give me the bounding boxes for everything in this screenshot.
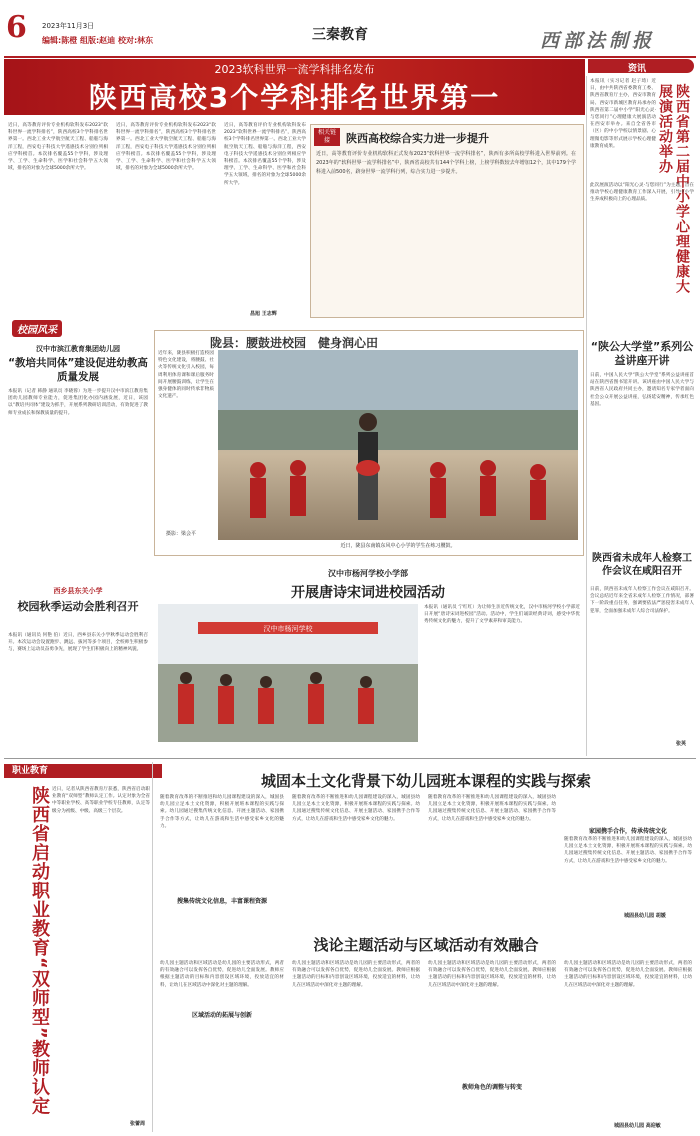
county-body: 本报讯（通讯员 何艳 伯）近日，西乡县东关小学秋季运动会胜利召开。本次运动会设置跑步、跳远、拔河等多个项目，全校师生积极参与，赛场上运动员奋勇争先，展现了学生们积极向上的精神风貌。 (8, 633, 148, 653)
feature-body: 本报讯（记者 韩静 通讯员 李晓蓉）为进一步提升汉中市滨江教育集团幼儿园教师专业能力，促进集团化办园内涵发展，近日，该园以“教培共同体”建设为抓手，开展系列教研培训活动，有效促进了教师专业成长和保教质量的提升。 (8, 389, 148, 416)
lead-title: 陕西高校3个学科排名世界第一 (88, 81, 501, 114)
lead-kicker: 2023软科世界一流学科排名发布 (214, 63, 375, 76)
lead-body-col1: 近日，高等教育评价专业机构软科发布2023“软科世界一流学科排名”，陕西高校3个学科排名世界第一。西北工业大学航空航天工程、船舶与海洋工程，西安电子科技大学遥感技术分别位列相应学科榜首。本次排名覆盖55个学科，涉及理学、工学、生命科学、医学和社会科学五大领域，排名的对象为全球5000余所大学。 (8, 123, 108, 172)
yaogu-photo-art (218, 350, 578, 540)
photo-story-sidetext: 近年来，陇县积极打造校园特色文化建设，将腰鼓、社火等传统文化引入校园，每周利用体育课和课后服务时间开展腰鼓训练，让学生在强身健体的同时传承非物质文化遗产。 (158, 351, 214, 400)
zones-body-col1: 幼儿园主题活动和区域活动是幼儿园的主要活动形式，两者的有效融合可以发挥各自优势，促进幼儿全面发展。教师应根据主题活动的目标和内容创设区域环境，投放适宜的材料，让幼儿在区域活动中深化对主题的理解。 (160, 961, 284, 988)
right-author: 张英 (676, 741, 687, 747)
lecture-body: 日前，中国人民大学“陕公大学堂”系列公益讲座首站在陕西省图书馆开讲。该讲座由中国人民大学与陕西省人民政府共同主办，邀请知名专家学者面向社会公众开展公益讲座，弘扬延安精神，传承红色基因。 (590, 373, 694, 407)
culture-body-col1: 随着教育改革的不断推进和幼儿园课程建设的深入，城固县幼儿园立足本土文化资源，积极开展班本课程的实践与探索。幼儿园通过搜集传统文化信息、开展主题活动、家园携手合作等方式，让幼儿在游戏和生活中感受家乡文化的魅力。 (160, 795, 284, 829)
info-p1: 本报讯（实习记者 赵子琦）近日，由中共陕西省委教育工委、陕西省教育厅主办，西安市教育局、西安市新城区教育局承办的陕西省第二届中小学“阳光心灵·与您同行”心理健康大展演活动在西安市举办。来自全省各市（区）的中小学校以情景剧、心理微电影等形式展示学校心理健康教育成果。 (590, 79, 656, 149)
photo-story-title: 陇县：腰鼓进校园 健身润心田 (210, 336, 379, 350)
school-story-title: 开展唐诗宋词进校园活动 (291, 585, 445, 601)
photo-story-photographer: 摄影：梁会平 (166, 531, 197, 537)
vocational-body: 近日，记者从陕西省教育厅获悉，陕西省启动职业教育“双师型”教师认定工作。认定对象为全省中等职业学校、高等职业学校专任教师，认定等级分为初级、中级、高级三个层次。 (52, 787, 150, 814)
vocational-tag: 职业教育 (4, 764, 162, 778)
related-tag: 相关链接 (314, 128, 340, 146)
lead-author: 昌旭 王志辉 (250, 311, 277, 317)
drummers (250, 460, 546, 520)
culture-title: 城固本土文化背景下幼儿园班本课程的实践与探索 (260, 772, 591, 790)
info-p2: 此次展演活动以“阳光心灵·与您同行”为主题，旨在推动学校心理健康教育工作深入开展，引导中小学生养成积极向上的心理品质。 (590, 183, 694, 203)
culture-body-col4: 随着教育改革的不断推进和幼儿园课程建设的深入，城固县幼儿园立足本土文化资源，积极开展班本课程的实践与探索。幼儿园通过搜集传统文化信息、开展主题活动、家园携手合作等方式，让幼儿在游戏和生活中感受家乡文化的魅力。 (564, 837, 692, 864)
zones-body-col3: 幼儿园主题活动和区域活动是幼儿园的主要活动形式，两者的有效融合可以发挥各自优势，促进幼儿全面发展。教师应根据主题活动的目标和内容创设区域环境，投放适宜的材料，让幼儿在区域活动中深化对主题的理解。 (428, 961, 556, 988)
school-story-school: 汉中市杨河学校小学部 (328, 569, 408, 578)
divider-mid (4, 758, 696, 759)
info-vertical-title: 陕西省第二届中小学心理健康大展演活动举办 (657, 84, 690, 294)
zones-sub2: 教师角色的调整与转变 (461, 1084, 522, 1091)
banner-text: 汉中市杨河学校 (263, 625, 313, 633)
info-banner-label: 资讯 (628, 64, 647, 74)
page-number: 6 (6, 10, 27, 45)
culture-body-col2: 随着教育改革的不断推进和幼儿园课程建设的深入，城固县幼儿园立足本土文化资源，积极开展班本课程的实践与探索。幼儿园通过搜集传统文化信息、开展主题活动、家园携手合作等方式，让幼儿在游戏和生活中感受家乡文化的魅力。 (292, 795, 420, 822)
feature-title: “教培共同体”建设促进幼教高质量发展 (8, 357, 148, 383)
related-body: 近日，高等教育评价专业机构软科正式发布2023“软科世界一流学科排名”，陕西有多所高校学科进入世界前列。在2023年的“软科世界一流学科排名”中，陕西省高校共有144个学科上榜，上榜学科数较去年增加12个，其中179个学科进入前500名，跻身世界一流学科行列，综合实力进一步提升。 (316, 151, 576, 175)
divider-right (586, 76, 587, 756)
culture-sub2: 家园携手合作，传承传统文化 (588, 828, 667, 835)
feature-school: 汉中市滨江教育集团幼儿园 (36, 345, 120, 353)
photo-caption: 近日，陇县东南镇东风中心小学的学生在练习腰鼓。 (340, 543, 456, 549)
editors-line: 编辑:陈橙 组版:赵迪 校对:林东 (42, 36, 154, 45)
header-rule (4, 56, 696, 58)
prosecution-body: 日前，陕西省未成年人检察工作会议在咸阳召开。会议总结近年来全省未成年人检察工作情况，部署下一阶段重点任务，强调要依法严惩侵害未成年人犯罪，全面加强未成年人综合司法保护。 (590, 587, 694, 614)
related-title: 陕西高校综合实力进一步提升 (346, 132, 489, 145)
culture-author: 城固县幼儿园 胡媛 (624, 913, 666, 919)
zones-author: 城固县幼儿园 高迎敏 (614, 1123, 661, 1129)
culture-sub1: 搜集传统文化信息，丰富课程资源 (176, 898, 267, 905)
lecture-title: “陕公大学堂”系列公益讲座开讲 (590, 340, 694, 367)
vocational-title: 陕西省启动职业教育“双师型”教师认定 (29, 786, 50, 1116)
lead-body-col2: 近日，高等教育评价专业机构软科发布2023“软科世界一流学科排名”，陕西高校3个学科排名世界第一。西北工业大学航空航天工程、船舶与海洋工程，西安电子科技大学遥感技术分别位列相应学科榜首。本次排名覆盖55个学科，涉及理学、工学、生命科学、医学和社会科学五大领域，排名的对象为全球5000余所大学。 (116, 123, 216, 172)
county-school: 西乡县东关小学 (53, 587, 103, 595)
lead-body-col3: 近日，高等教育评价专业机构软科发布2023“软科世界一流学科排名”，陕西高校3个学科排名世界第一。西北工业大学航空航天工程、船舶与海洋工程，西安电子科技大学遥感技术分别位列相应学科榜首。本次排名覆盖55个学科，涉及理学、工学、生命科学、医学和社会科学五大领域，排名的对象为全球5000余所大学。 (224, 123, 306, 186)
divider-left (152, 762, 153, 1132)
prosecution-title: 陕西省未成年人检察工作会议在咸阳召开 (592, 553, 692, 577)
zones-title: 浅论主题活动与区域活动有效融合 (313, 936, 539, 954)
culture-body-col3: 随着教育改革的不断推进和幼儿园课程建设的深入，城固县幼儿园立足本土文化资源，积极开展班本课程的实践与探索。幼儿园通过搜集传统文化信息、开展主题活动、家园携手合作等方式，让幼儿在游戏和生活中感受家乡文化的魅力。 (428, 795, 556, 822)
zones-body-col4: 幼儿园主题活动和区域活动是幼儿园的主要活动形式，两者的有效融合可以发挥各自优势，促进幼儿全面发展。教师应根据主题活动的目标和内容创设区域环境，投放适宜的材料，让幼儿在区域活动中深化对主题的理解。 (564, 961, 692, 988)
issue-date: 2023年11月3日 (42, 22, 95, 30)
vocational-author: 张蕾周 (130, 1121, 146, 1127)
buildings (218, 410, 578, 450)
campus-tag: 校园风采 (12, 320, 62, 337)
school-story-body: 本报讯（通讯员 宁红红）为让师生亲近传统文化，汉中市杨河学校小学部近日开展“唐诗宋词进校园”活动。活动中，学生们诵读经典诗词，感受中华优秀传统文化的魅力，提升了文学素养和审美能力。 (424, 605, 580, 625)
county-title: 校园秋季运动会胜利召开 (17, 600, 139, 613)
zones-sub1: 区域活动的拓展与创新 (191, 1012, 252, 1019)
section-name: 三秦教育 (312, 27, 368, 43)
ground (158, 664, 418, 742)
zones-body-col2: 幼儿园主题活动和区域活动是幼儿园的主要活动形式，两者的有效融合可以发挥各自优势，促进幼儿全面发展。教师应根据主题活动的目标和内容创设区域环境，投放适宜的材料，让幼儿在区域活动中深化对主题的理解。 (292, 961, 420, 988)
school-story-photo (158, 604, 418, 742)
yaogu-photo (218, 350, 578, 540)
school-story-photo-art (158, 604, 418, 742)
paper-logo: 西部法制报 (540, 30, 656, 52)
